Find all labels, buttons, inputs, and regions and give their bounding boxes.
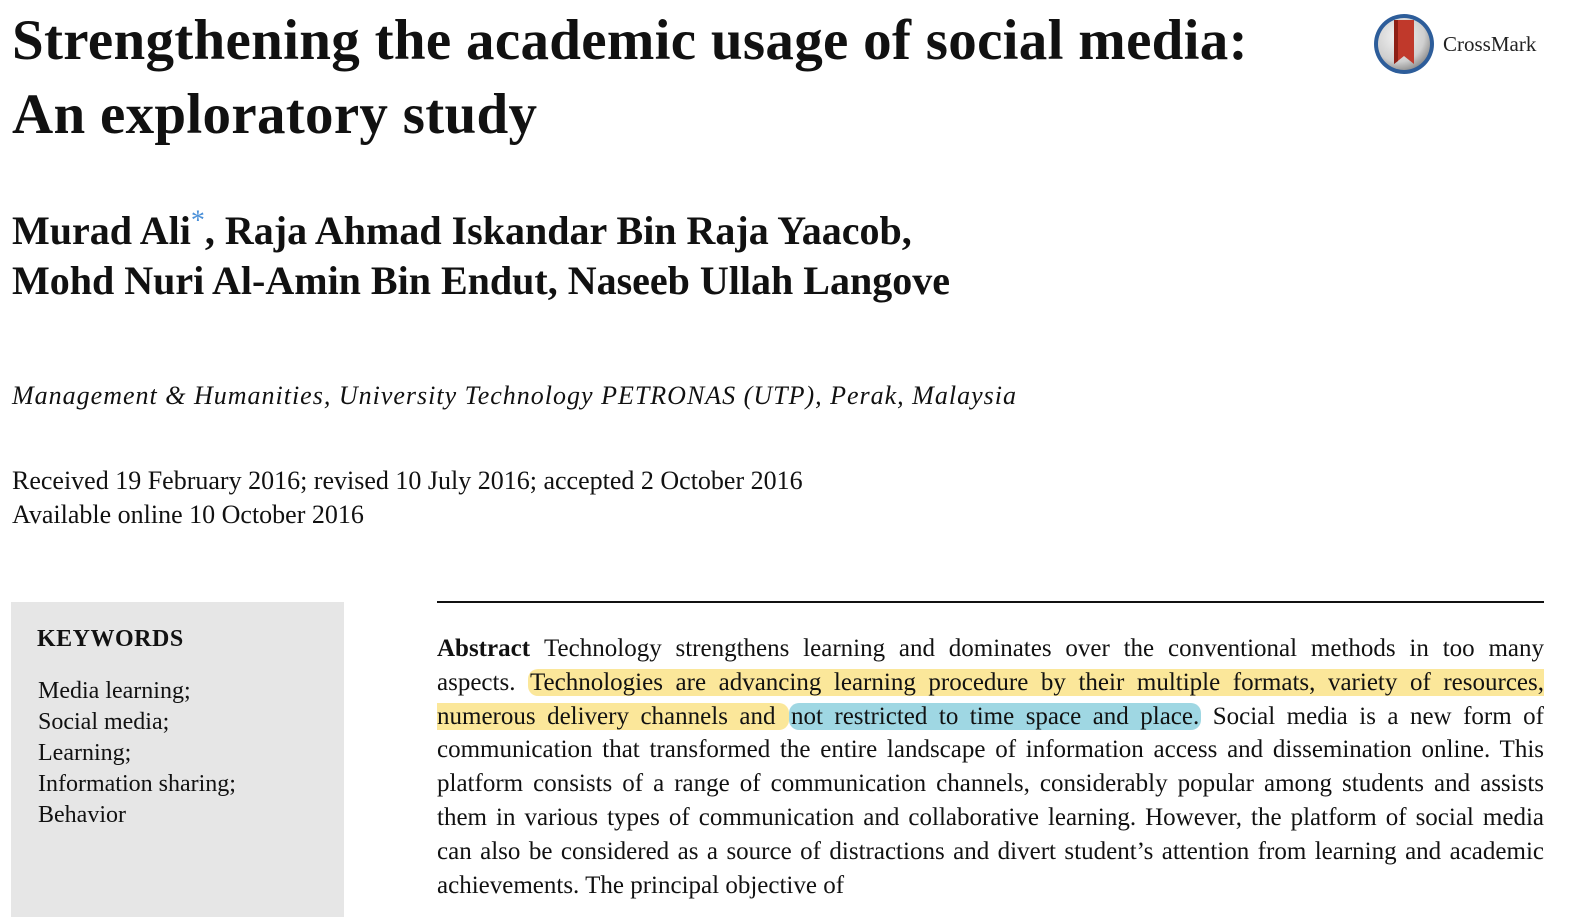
keywords-list bbox=[38, 676, 236, 831]
abstract-label: Abstract bbox=[437, 635, 531, 662]
keywords-heading: KEYWORDS bbox=[37, 626, 184, 652]
yellow-highlight: Technologies are advancing learning procedure by their multiple formats, variety of resources, numerous delivery channels and bbox=[437, 668, 1544, 730]
abstract-divider bbox=[437, 601, 1544, 603]
title-line-1: Strengthening the academic usage of social media: bbox=[12, 9, 1248, 72]
keyword-item: Media learning; bbox=[38, 678, 191, 704]
abstract-text-rest: Social media is a new form of communication that transformed the entire landscape of information access and dissemination online. This platform consists of a range of communication channels, considerably popular among students and assists them in various types of communication and collaborative learning. However, the platform of social media can also be considered as a source of distractions and divert student’s attention from learning and academic achievements. The principal objective of bbox=[437, 702, 1544, 899]
author-list-line-2: Mohd Nuri Al-Amin Bin Endut, Naseeb Ullah Langove bbox=[12, 258, 950, 303]
corresponding-author-asterisk[interactable]: * bbox=[190, 205, 205, 237]
keyword-item: Social media; bbox=[38, 709, 170, 735]
article-title bbox=[12, 4, 1352, 152]
affiliation: Management & Humanities, University Technology PETRONAS (UTP), Perak, Malaysia bbox=[12, 381, 1017, 410]
blue-highlight: not restricted to time space and place. bbox=[790, 702, 1200, 730]
crossmark-icon bbox=[1372, 12, 1436, 76]
author-murad-ali[interactable]: Murad Ali bbox=[12, 208, 191, 253]
article-dates bbox=[12, 464, 803, 532]
available-online-date: Available online 10 October 2016 bbox=[12, 500, 364, 529]
abstract-paragraph bbox=[437, 632, 1544, 902]
abstract-text-start: Technology strengthens learning and dominates over the conventional methods in too many aspects. bbox=[437, 635, 1544, 696]
author-list bbox=[12, 206, 1112, 306]
title-line-2: An exploratory study bbox=[12, 83, 538, 146]
crossmark-label: CrossMark bbox=[1443, 32, 1537, 56]
keyword-item: Information sharing; bbox=[38, 771, 236, 797]
crossmark-badge[interactable] bbox=[1372, 12, 1552, 76]
author-list-line-1: , Raja Ahmad Iskandar Bin Raja Yaacob, bbox=[204, 208, 912, 253]
keywords-box bbox=[11, 602, 344, 917]
keyword-item: Learning; bbox=[38, 740, 132, 766]
received-dates: Received 19 February 2016; revised 10 July 2016; accepted 2 October 2016 bbox=[12, 466, 803, 495]
keyword-item: Behavior bbox=[38, 802, 126, 828]
